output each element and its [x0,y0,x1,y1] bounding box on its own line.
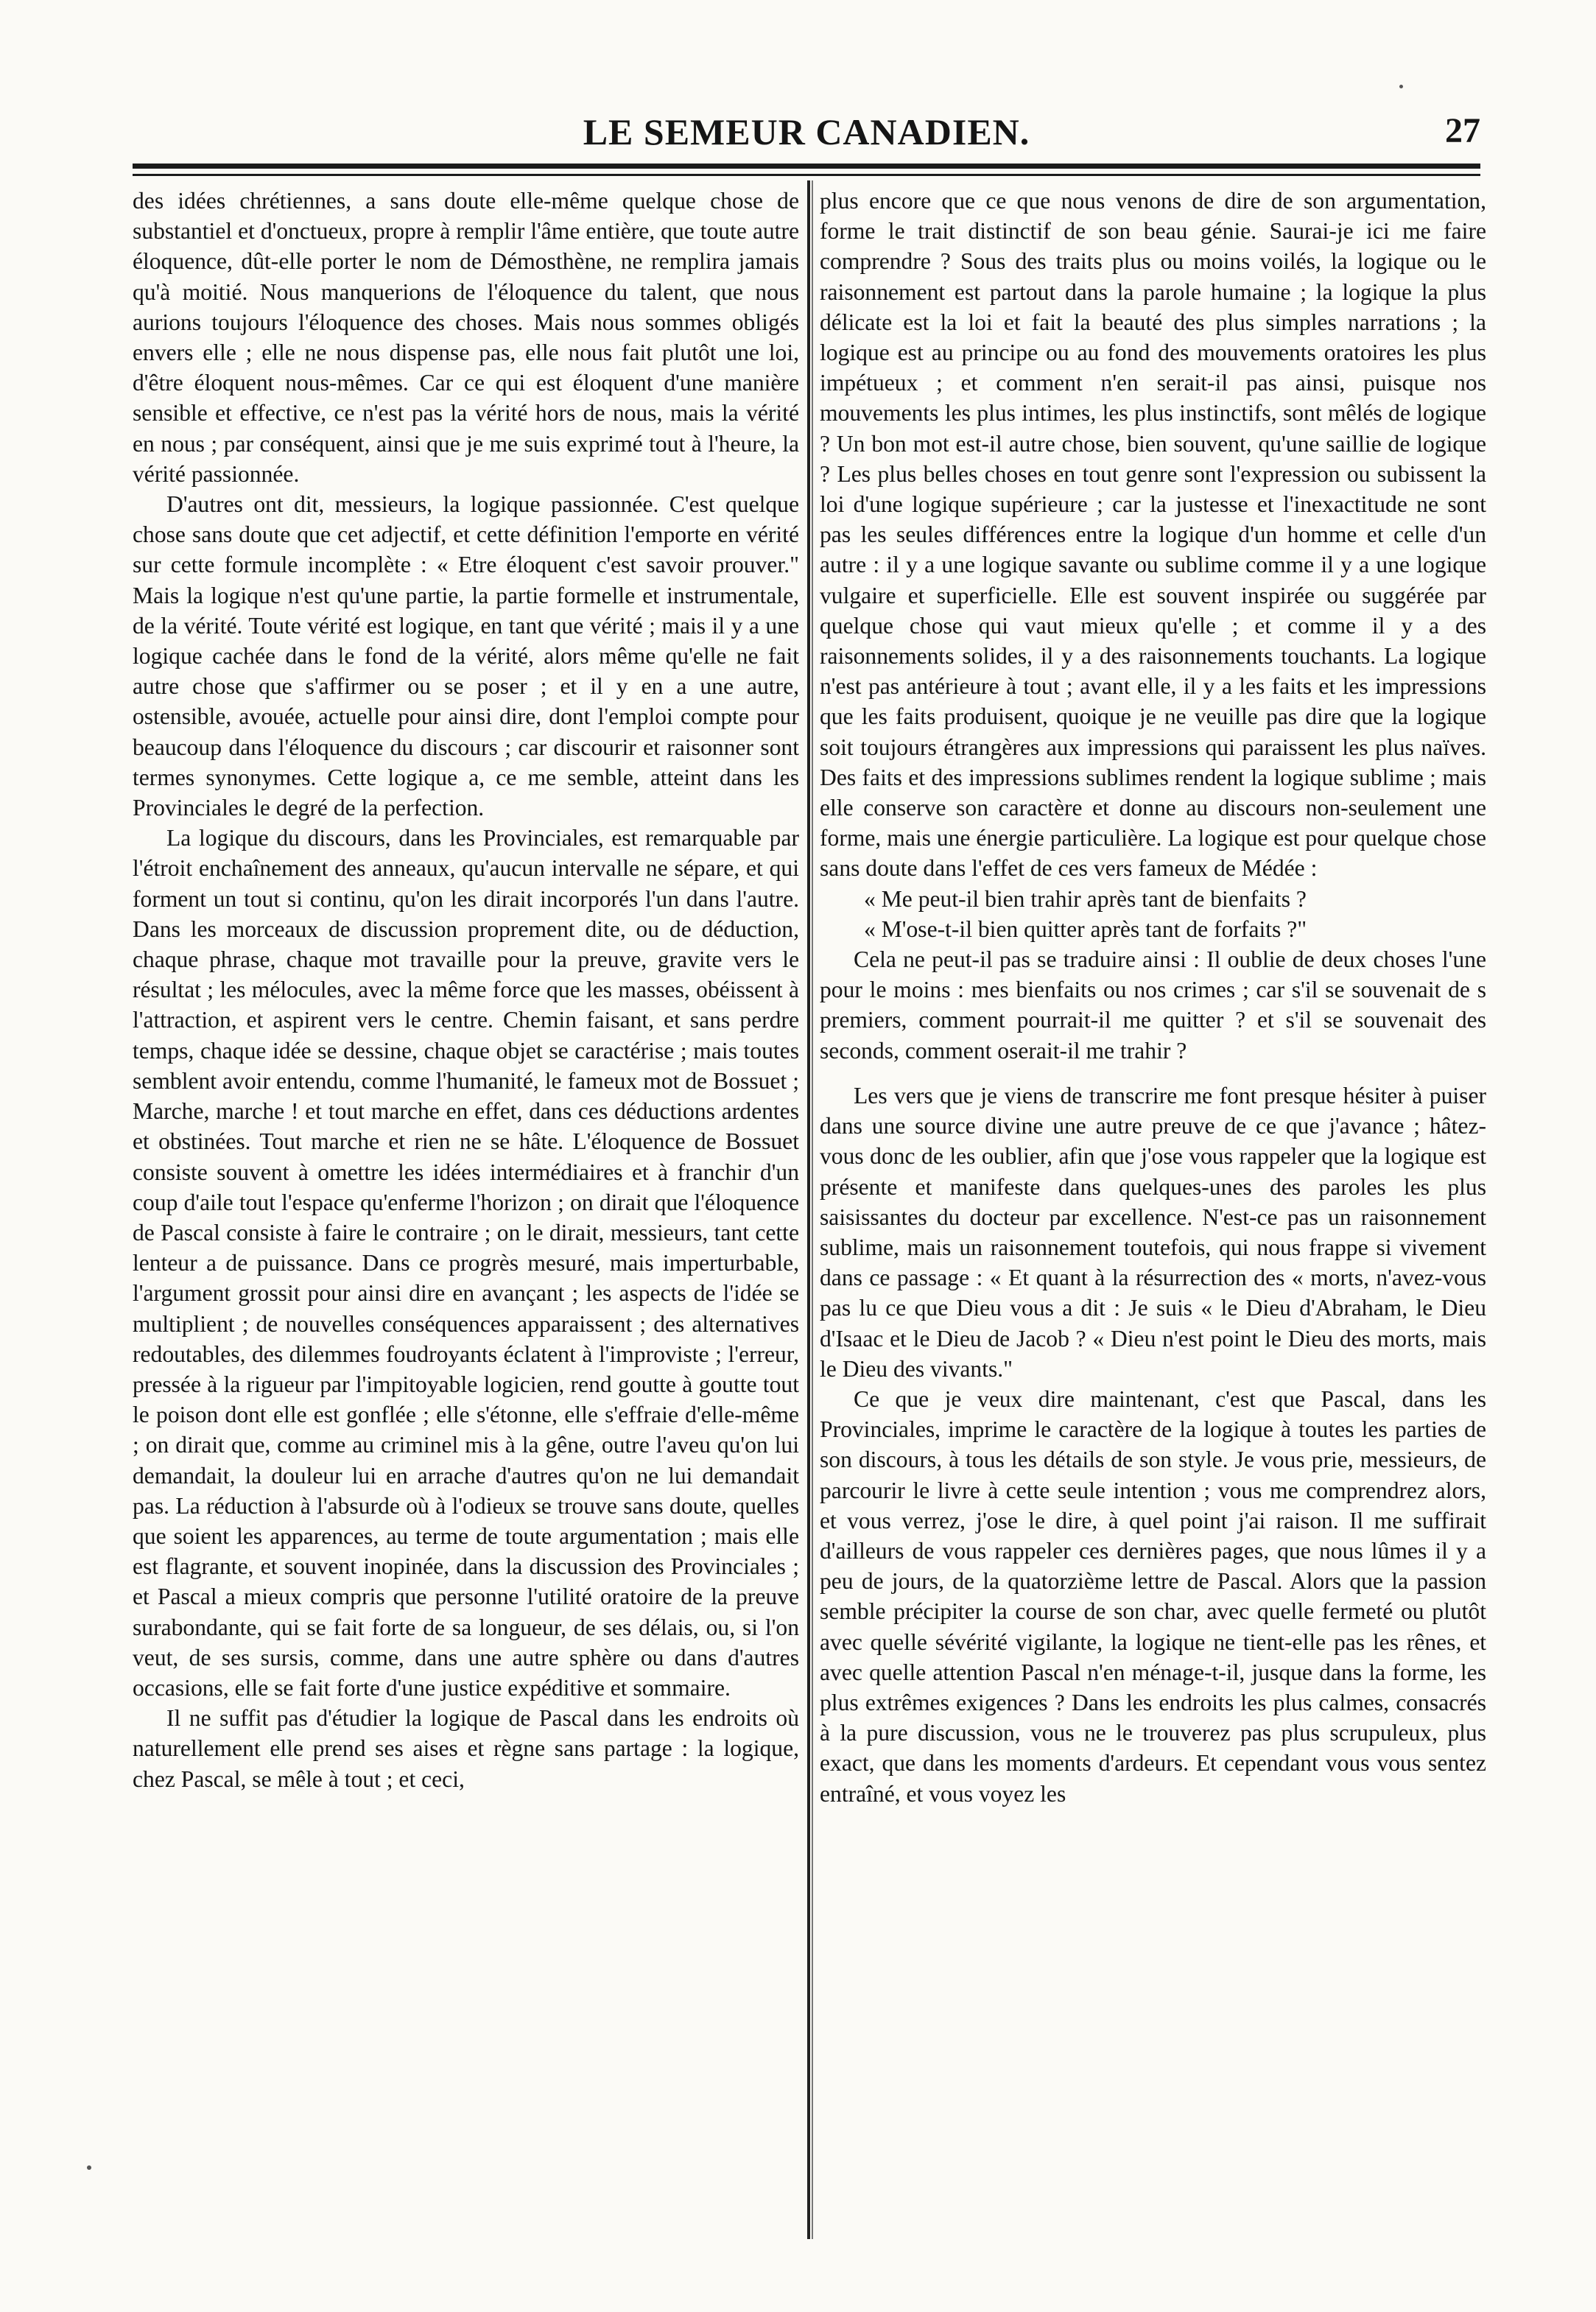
left-paragraph-4: Il ne suffit pas d'étudier la logique de Pascal dans les endroits où naturellement elle prend ses aises et règne sans partage : la logique, chez Pascal, se mêle à tout ; et ceci, [133,1705,799,1792]
right-paragraph-2: Cela ne peut-il pas se traduire ainsi : Il oublie de deux choses l'une pour le moins : mes bienfaits ou nos crimes ; car s'il se souvenait de s premiers, comment pourrait-il me quitter ? et s'il se souvenait des seconds, comment oserait-il me trahir ? [820,946,1486,1064]
column-divider [807,180,810,2239]
left-paragraph-2: D'autres ont dit, messieurs, la logique passionnée. C'est quelque chose sans doute que cet adjectif, et cette définition l'emporte en vérité sur cette formule incomplète : « Etre éloquent c'est savoir prouver." Mais la logique n'est qu'une partie, la partie formelle et instrumentale, de la vérité. Toute vérité est logique, en tant que vérité ; mais il y a une logique cachée dans le fond de la vérité, alors même qu'elle ne fait autre chose que s'affirmer ou se poser ; et il y en a une autre, ostensible, avouée, actuelle pour ainsi dire, dont l'emploi compte pour beaucoup dans l'éloquence du discours ; car discourir et raisonner sont termes synonymes. Cette logique a, ce me semble, atteint dans les Provinciales le degré de la perfection. [133,491,799,821]
margin-dot [87,2165,91,2170]
right-paragraph-4: Ce que je veux dire maintenant, c'est que Pascal, dans les Provinciales, imprime le caractère de la logique à toutes les parties de son discours, à tous les détails de son style. Je vous prie, messieurs, de parcourir le livre à cette seule intention ; vous me comprendrez alors, et vous verrez, j'ose le dire, à quel point j'ai raison. Il me suffirait d'ailleurs de vous rappeler ces dernières pages, que nous lûmes il y a peu de jours, de la quatorzième lettre de Pascal. Alors que la passion semble précipiter la course de son char, avec quelle fermeté ou plutôt avec quelle sévérité vigilante, la logique ne tient-elle pas les rênes, et avec quelle attention Pascal n'en ménage-t-il, jusque dans la forme, les plus extrêmes exigences ? Dans les endroits les plus calmes, consacrés à la pure discussion, vous ne le trouverez pas plus scrupuleux, plus exact, que dans les moments d'ardeurs. Et cependant vous vous sentez entraîné, et vous voyez les [820,1385,1486,1807]
column-divider-secondary [812,180,813,2239]
left-paragraph-1: des idées chrétiennes, a sans doute elle-même quelque chose de substantiel et d'onctueux, propre à remplir l'âme entière, que toute autre éloquence, dût-elle porter le nom de Démosthène, ne remplira jamais qu'à moitié. Nous manquerions de l'éloquence du talent, que nous aurions toujours l'éloquence des choses. Mais nous sommes obligés envers elle ; elle ne nous dispense pas, elle nous fait plutôt une loi, d'être éloquent nous-mêmes. Car ce qui est éloquent d'une manière sensible et effective, ce n'est pas la vérité hors de nous, mais la vérité en nous ; par conséquent, ainsi que je me suis exprimé tout à l'heure, la vérité passionnée. [133,188,799,487]
page-number: 27 [1445,111,1480,150]
header-rule-thin [133,174,1480,176]
page-header [133,110,1480,162]
right-paragraph-1: plus encore que ce que nous venons de dire de son argumentation, forme le trait distinctif de son beau génie. Saurai-je ici me faire comprendre ? Sous des traits plus ou moins voilés, la logique ou le raisonnement est partout dans la parole humaine ; la logique la plus délicate est la loi et fait la beauté des plus simples narrations ; la logique est au principe ou au fond des mouvements oratoires les plus impétueux ; et comment n'en serait-il pas ainsi, puisque nos mouvements les plus intimes, les plus instinctifs, sont mêlés de logique ? Un bon mot est-il autre chose, bien souvent, qu'une saillie de logique ? Les plus belles choses en tout genre sont l'expression ou subissent la loi d'une logique supérieure ; car la justesse et l'inexactitude ne sont pas les seules différences entre la logique d'un homme et celle d'un autre : il y a une logique savante ou sublime comme il y a une logique vulgaire et superficielle. Elle est souvent inspirée ou suggérée par quelque chose qui vaut mieux qu'elle ; et comme il y a des raisonnements solides, il y a des raisonnements touchants. La logique n'est pas antérieure à tout ; avant elle, il y a les faits et les impressions que les faits produisent, quoique je ne veuille pas dire que la logique soit toujours étrangères aux impressions qui paraissent les plus naïves. Des faits et des impressions sublimes rendent la logique sublime ; mais elle conserve son caractère et donne au discours non-seulement une forme, mais une énergie particulière. La logique est pour quelque chose sans doute dans l'effet de ces vers fameux de Médée : [820,188,1486,882]
paragraph-gap [820,1066,1486,1081]
header-rule-thick [133,164,1480,169]
left-paragraph-3: La logique du discours, dans les Provinciales, est remarquable par l'étroit enchaînement des anneaux, qu'aucun intervalle ne sépare, et qui forment un tout si continu, qu'on les dirait incorporés l'un dans l'autre. Dans les morceaux de discussion proprement dite, ou de déduction, chaque phrase, chaque mot travaille pour la preuve, gravite vers le résultat ; les mélocules, avec la même force que les masses, obéissent à l'attraction, et aspirent vers le centre. Chemin faisant, et sans perdre temps, chaque idée se dessine, chaque objet se caractérise ; mais toutes semblent avoir entendu, comme l'humanité, le fameux mot de Bossuet ; Marche, marche ! et tout marche en effet, dans ces déductions ardentes et obstinées. Tout marche et rien ne se hâte. L'éloquence de Bossuet consiste souvent à omettre les idées intermédiaires et à franchir d'un coup d'aile tout l'espace qu'enferme l'horizon ; on dirait que l'éloquence de Pascal consiste à faire le contraire ; on le dirait, messieurs, tant cette lenteur a de puissance. Dans ce progrès mesuré, mais imperturbable, l'argument grossit pour ainsi dire en avançant ; les aspects de l'idée se multiplient ; de nouvelles conséquences apparaissent ; des alternatives redoutables, des dilemmes foudroyants éclatent à l'improviste ; l'erreur, pressée à la rigueur par l'impitoyable logicien, rend goutte à goutte tout le poison dont elle est gonflée ; elle s'étonne, elle s'effraie d'elle-même ; on dirait que, comme au criminel mis à la gêne, outre l'aveu qu'on lui demandait, la douleur lui en arrache d'autres qu'on ne lui demandait pas. La réduction à l'absurde où à l'odieux se trouve sans doute, quelles que soient les apparences, au terme de toute argumentation ; mais elle est flagrante, et souvent inopinée, dans la discussion des Provinciales ; et Pascal a mieux compris que personne l'utilité oratoire de la preuve surabondante, qui se fait forte de sa longueur, de ses délais, ou, si l'on veut, de ses sursis, comme, dans une autre sphère ou dans d'autres occasions, elle se fait forte d'une justice expéditive et sommaire. [133,825,799,1701]
verse-line-2: « M'ose-t-il bien quitter après tant de forfaits ?" [864,916,1307,942]
ink-speck [1399,85,1403,88]
left-column [133,186,799,1794]
running-title: LE SEMEUR CANADIEN. [583,111,1030,152]
right-column [820,186,1486,1809]
right-paragraph-3: Les vers que je viens de transcrire me font presque hésiter à puiser dans une source divine une autre preuve de ce que j'avance ; hâtez-vous donc de les oublier, afin que j'ose vous rappeler que la logique est présente et manifeste dans quelques-unes des paroles les plus saisissantes du docteur par excellence. N'est-ce pas un raisonnement sublime, mais un raisonnement toutefois, qui nous frappe si vivement dans ce passage : « Et quant à la résurrection des « morts, n'avez-vous pas lu ce que Dieu vous a dit : Je suis « le Dieu d'Abraham, le Dieu d'Isaac et le Dieu de Jacob ? « Dieu n'est point le Dieu des morts, mais le Dieu des vivants." [820,1082,1486,1382]
verse-line-1: « Me peut-il bien trahir après tant de bienfaits ? [864,885,1307,912]
